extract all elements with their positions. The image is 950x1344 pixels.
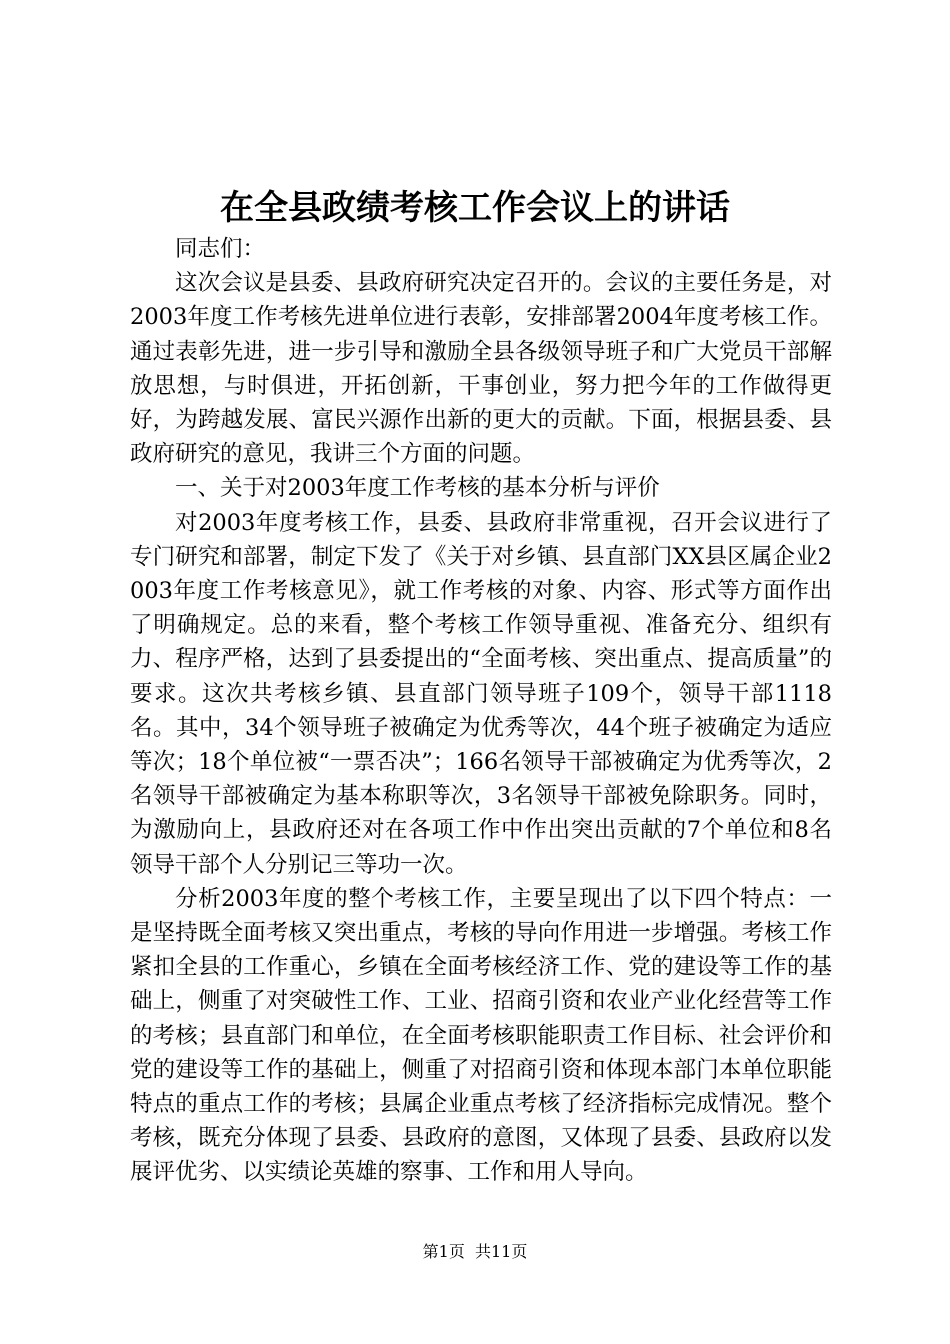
salutation-paragraph: 同志们： xyxy=(175,236,266,262)
document-title: 在全县政绩考核工作会议上的讲话 xyxy=(220,188,730,228)
intro-paragraph: 这次会议是县委、县政府研究决定召开的。会议的主要任务是，对2003年度工作考核先进单位进行表彰，安排部署2004年度考核工作。通过表彰先进，进一步引导和激励全县各级领导班子和广大党员干部解放思想，与时俱进，开拓创新，干事创业，努力把今年的工作做得更好，为跨越发展、富民兴源作出新的更大的贡献。下面，根据县委、县政府研究的意见，我讲三个方面的问题。 xyxy=(130,270,832,468)
document-body xyxy=(130,232,832,1190)
body-paragraph: 对2003年度考核工作，县委、县政府非常重视，召开会议进行了专门研究和部署，制定下发了《关于对乡镇、县直部门XX县区属企业2003年度工作考核意见》，就工作考核的对象、内容、形式等方面作出了明确规定。总的来看，整个考核工作领导重视、准备充分、组织有力、程序严格，达到了县委提出的“全面考核、突出重点、提高质量”的要求。这次共考核乡镇、县直部门领导班子109个，领导干部1118名。其中，34个领导班子被确定为优秀等次，44个班子被确定为适应等次；18个单位被“一票否决”；166名领导干部被确定为优秀等次，2名领导干部被确定为基本称职等次，3名领导干部被免除职务。同时，为激励向上，县政府还对在各项工作中作出突出贡献的7个单位和8名领导干部个人分别记三等功一次。 xyxy=(130,509,832,878)
body-paragraph: 分析2003年度的整个考核工作，主要呈现出了以下四个特点：一是坚持既全面考核又突出重点，考核的导向作用进一步增强。考核工作紧扣全县的工作重心，乡镇在全面考核经济工作、党的建设等工作的基础上，侧重了对突破性工作、工业、招商引资和农业产业化经营等工作的考核；县直部门和单位，在全面考核职能职责工作目标、社会评价和党的建设等工作的基础上，侧重了对招商引资和体现本部门本单位职能特点的重点工作的考核；县属企业重点考核了经济指标完成情况。整个考核，既充分体现了县委、县政府的意图，又体现了县委、县政府以发展评优劣、以实绩论英雄的察事、工作和用人导向。 xyxy=(130,885,832,1186)
page-number: 第1页 共11页 xyxy=(422,1242,528,1261)
section-heading: 一、关于对2003年度工作考核的基本分析与评价 xyxy=(175,475,660,502)
page-footer xyxy=(0,1240,950,1264)
